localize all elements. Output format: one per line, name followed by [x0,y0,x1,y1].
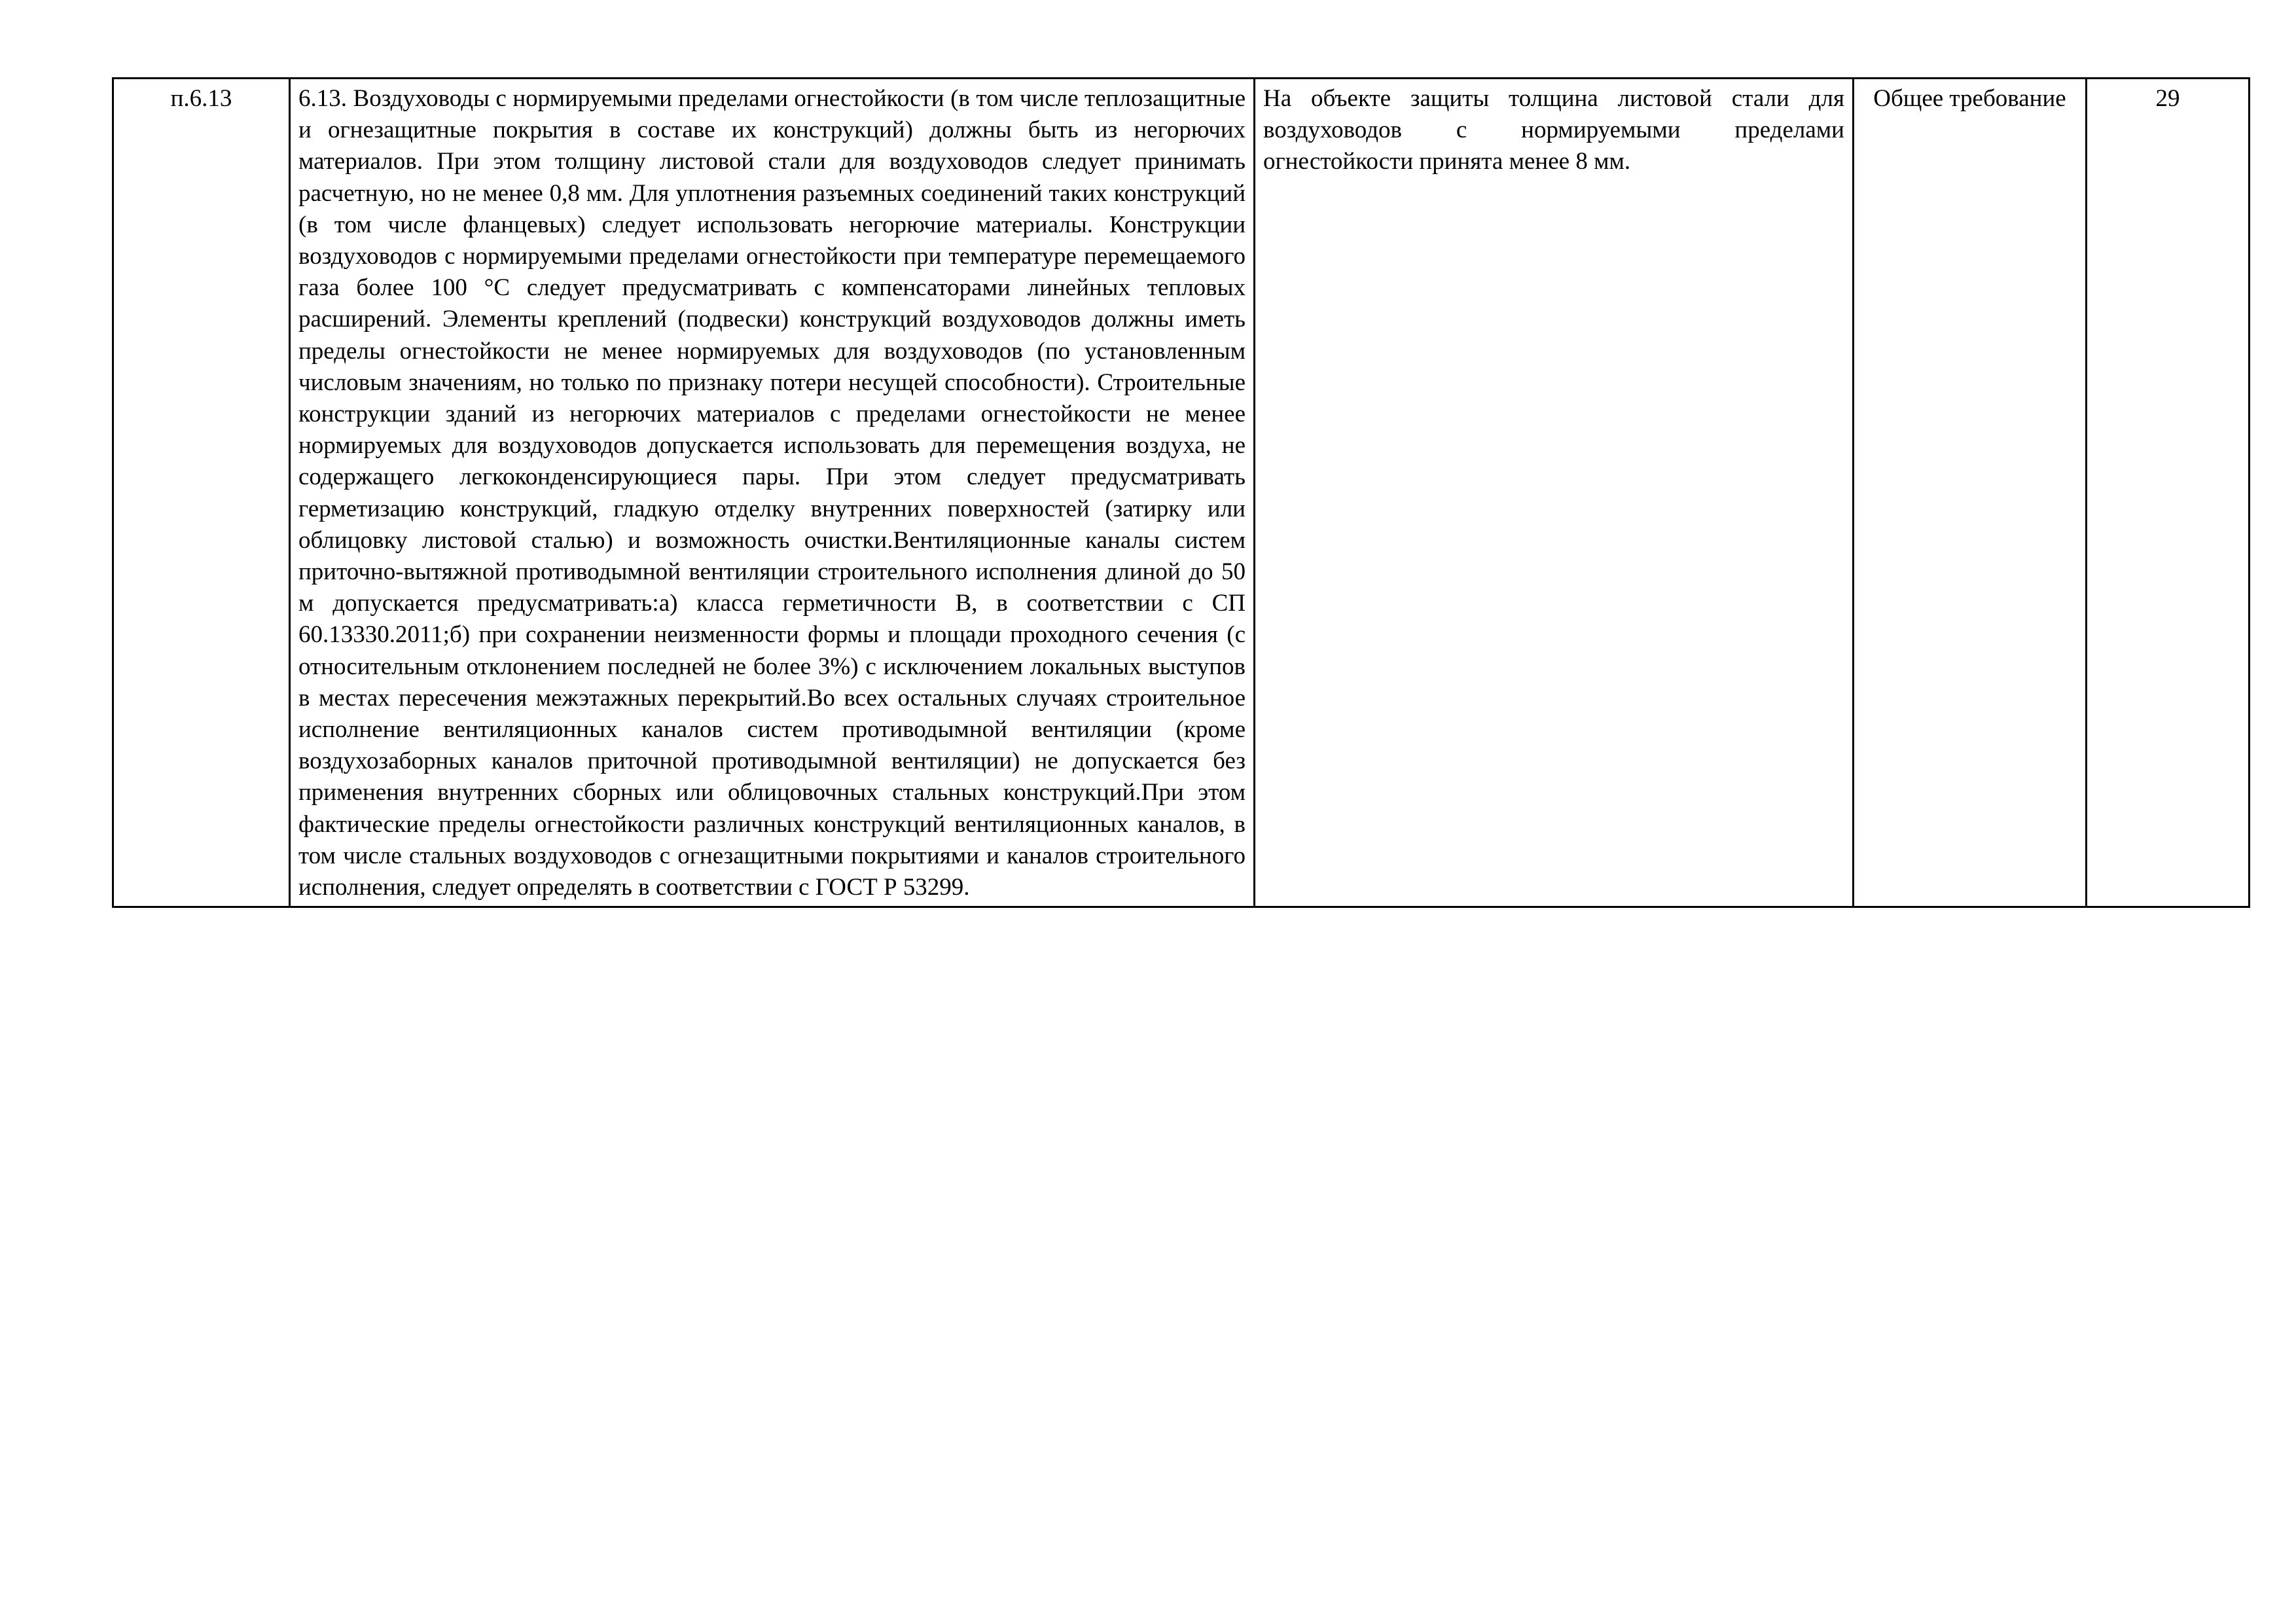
requirements-table [112,77,2250,908]
requirement-segment: При этом фактические пределы огнестойкости различных конструкций вентиляционных каналов, в том числе стальных воздуховодов с огнезащитными покрытиями и каналов строительного исполнения, следует определять в соответствии с ГОСТ Р 53299. [298,779,1246,901]
category-text: Общее требование [1873,85,2066,112]
requirement-cell [290,79,1255,907]
requirement-segment: 6.13. Воздуховоды с нормируемыми пределами огнестойкости (в том числе теплозащитные и огнезащитные покрытия в составе их конструкций) должны быть из негорючих материалов. При этом толщину листовой стали для воздуховодов следует принимать расчетную, но не менее 0,8 мм. Для уплотнения разъемных соединений таких конструкций (в том числе фланцевых) следует использовать негорючие материалы. Конструкции воздуховодов с нормируемыми пределами огнестойкости при температуре перемещаемого газа более 100 °С следует предусматривать с компенсаторами линейных тепловых расширений. Элементы креплений (подвески) конструкций воздуховодов должны иметь пределы огнестойкости не менее нормируемых для воздуховодов (по установленным числовым значениям, но только по признаку потери несущей способности). Строительные конструкции зданий из негорючих материалов с пределами огнестойкости не менее нормируемых для воздуховодов допускается использовать для перемещения воздуха, не содержащего легкоконденсирующиеся пары. При этом следует предусматривать герметизацию конструкций, гладкую отделку внутренних поверхностей (затирку или облицовку листовой сталью) и возможность очистки. [298,85,1246,554]
violation-cell [1255,79,1854,907]
requirement-segment: б) при сохранении неизменности формы и площади проходного сечения (с относительным отклонением последней не более 3%) с исключением локальных выступов в местах пересечения межэтажных перекрытий. [298,621,1246,712]
requirement-segment: Вентиляционные каналы систем приточно-вытяжной противодымной вентиляции строительного исполнения длиной до 50 м допускается предусматривать: [298,526,1246,617]
requirement-segment: Во всех остальных случаях строительное исполнение вентиляционных каналов систем противодымной вентиляции (кроме воздухозаборных каналов приточной противодымной вентиляции) не допускается без применения внутренних сборных или облицовочных стальных конструкций. [298,684,1246,806]
requirement-text [298,83,1246,903]
table-row [113,79,2250,907]
requirement-segment: а) класса герметичности В, в соответствии с СП 60.13330.2011; [298,590,1246,649]
category-cell [1854,79,2087,907]
clause-cell [113,79,290,907]
violation-text: На объекте защиты толщина листовой стали для воздуховодов с нормируемыми пределами огнестойкости принята менее 8 мм. [1263,85,1844,175]
number-cell [2087,79,2250,907]
row-number: 29 [2155,85,2180,112]
clause-reference: п.6.13 [170,85,232,112]
